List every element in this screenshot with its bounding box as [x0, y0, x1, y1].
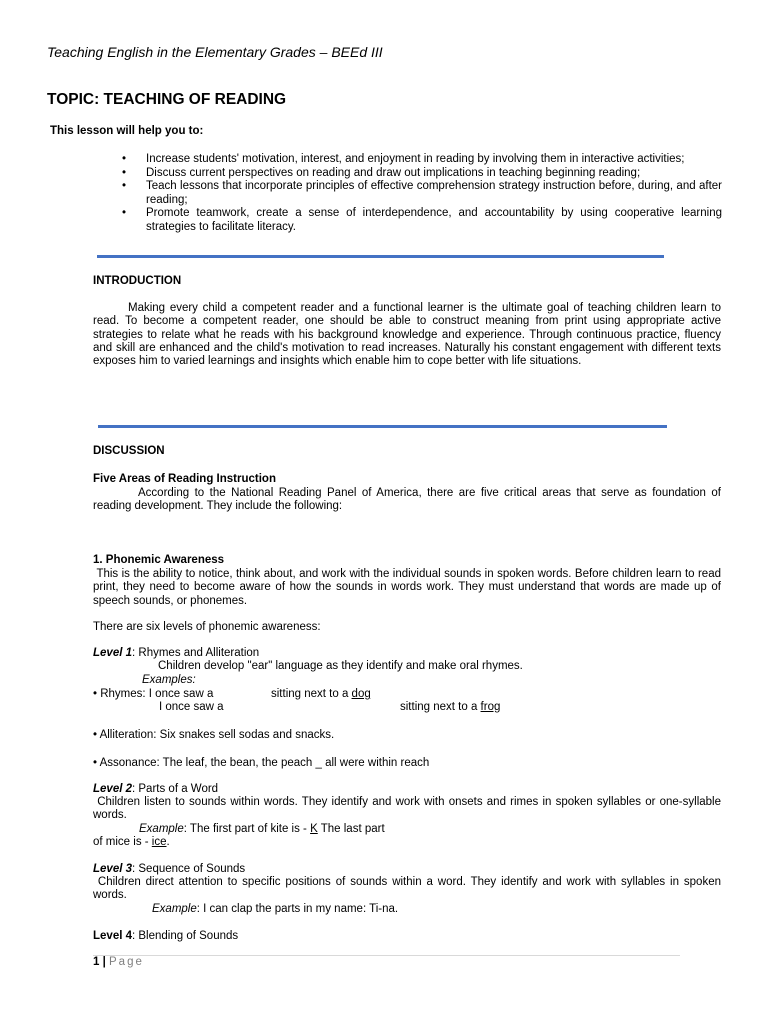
objectives-list: [122, 153, 722, 234]
rhymes-example-line-1b: sitting next to a dog: [271, 688, 371, 700]
bullet-icon: •: [122, 166, 127, 179]
levels-intro: There are six levels of phonemic awareness:: [93, 621, 321, 633]
level-1-examples-label: Examples:: [142, 674, 196, 686]
assonance-example: • Assonance: The leaf, the bean, the peach _ all were within reach: [93, 757, 430, 769]
rhymes-example-line-2a: I once saw a: [159, 701, 224, 713]
discussion-heading: DISCUSSION: [93, 445, 165, 457]
level-2-description: Children listen to sounds within words. They identify and work with onsets and rimes in spoken syllables or one-syllable words.: [93, 796, 721, 822]
five-areas-heading: Five Areas of Reading Instruction: [93, 473, 276, 485]
footer-divider: [93, 955, 680, 956]
level-2-example: Example: The first part of kite is - K The last part: [139, 823, 385, 835]
level-3-example: Example: I can clap the parts in my name: Ti-na.: [152, 903, 399, 915]
level-1-heading: Level 1: Rhymes and Alliteration: [93, 647, 260, 659]
list-item: • Increase students' motivation, interest, and enjoyment in reading by involving them in interactive activities;: [122, 153, 685, 165]
bullet-icon: •: [122, 207, 127, 219]
level-2-heading: Level 2: Parts of a Word: [93, 783, 219, 795]
topic-title: TOPIC: TEACHING OF READING: [47, 91, 287, 108]
list-item: • Promote teamwork, create a sense of interdependence, and accountability by using cooperative learning strategies to facilitate literacy.: [122, 207, 722, 233]
bullet-icon: •: [122, 180, 127, 192]
level-4-heading: Level 4: Blending of Sounds: [93, 930, 239, 942]
bullet-icon: •: [122, 153, 127, 165]
alliteration-example: • Alliteration: Six snakes sell sodas and snacks.: [93, 729, 335, 741]
section-divider: [97, 255, 664, 258]
level-1-description: Children develop "ear" language as they identify and make oral rhymes.: [158, 660, 523, 672]
page-label: Page: [109, 956, 144, 968]
introduction-paragraph: Making every child a competent reader and a functional learner is the ultimate goal of teaching children learn to read. To become a competent reader, one should be able to construct meaning from print using appropriate active strategies to relate what he reads with his background knowledge and experience. Through continuous practice, fluency and skill are enhanced and the child's motivation to read increases. Naturally his constant engagement with different texts exposes him to varied learnings and insights which enable him to cope better with life situations.: [93, 302, 721, 368]
lesson-intro: This lesson will help you to:: [50, 125, 204, 137]
five-areas-paragraph: According to the National Reading Panel of America, there are five critical areas that serve as foundation of reading development. They include the following:: [93, 487, 721, 513]
rhymes-example-line-1a: • Rhymes: I once saw a: [93, 688, 214, 700]
level-2-example-cont: of mice is - ice.: [93, 836, 170, 848]
page-footer: 1 | Page: [93, 956, 144, 968]
section-divider: [98, 425, 667, 428]
page-number: 1: [93, 956, 100, 968]
level-3-description: Children direct attention to specific positions of sounds within a word. They identify and work with syllables in spoken words.: [93, 876, 721, 902]
phonemic-awareness-paragraph: This is the ability to notice, think about, and work with the individual sounds in spoken words. Before children learn to read print, they need to become aware of how the sounds in words work. They must understand that words are made up of speech sounds, or phonemes.: [93, 568, 721, 607]
document-header: Teaching English in the Elementary Grades – BEEd III: [47, 44, 383, 60]
phonemic-awareness-heading: 1. Phonemic Awareness: [93, 554, 225, 566]
list-item: • Discuss current perspectives on reading and draw out implications in teaching beginning reading;: [122, 166, 641, 179]
rhymes-example-line-2b: sitting next to a frog: [400, 701, 501, 713]
introduction-heading: INTRODUCTION: [93, 275, 182, 287]
level-3-heading: Level 3: Sequence of Sounds: [93, 863, 246, 875]
list-item: • Teach lessons that incorporate principles of effective comprehension strategy instruction before, during, and after reading;: [122, 180, 722, 206]
